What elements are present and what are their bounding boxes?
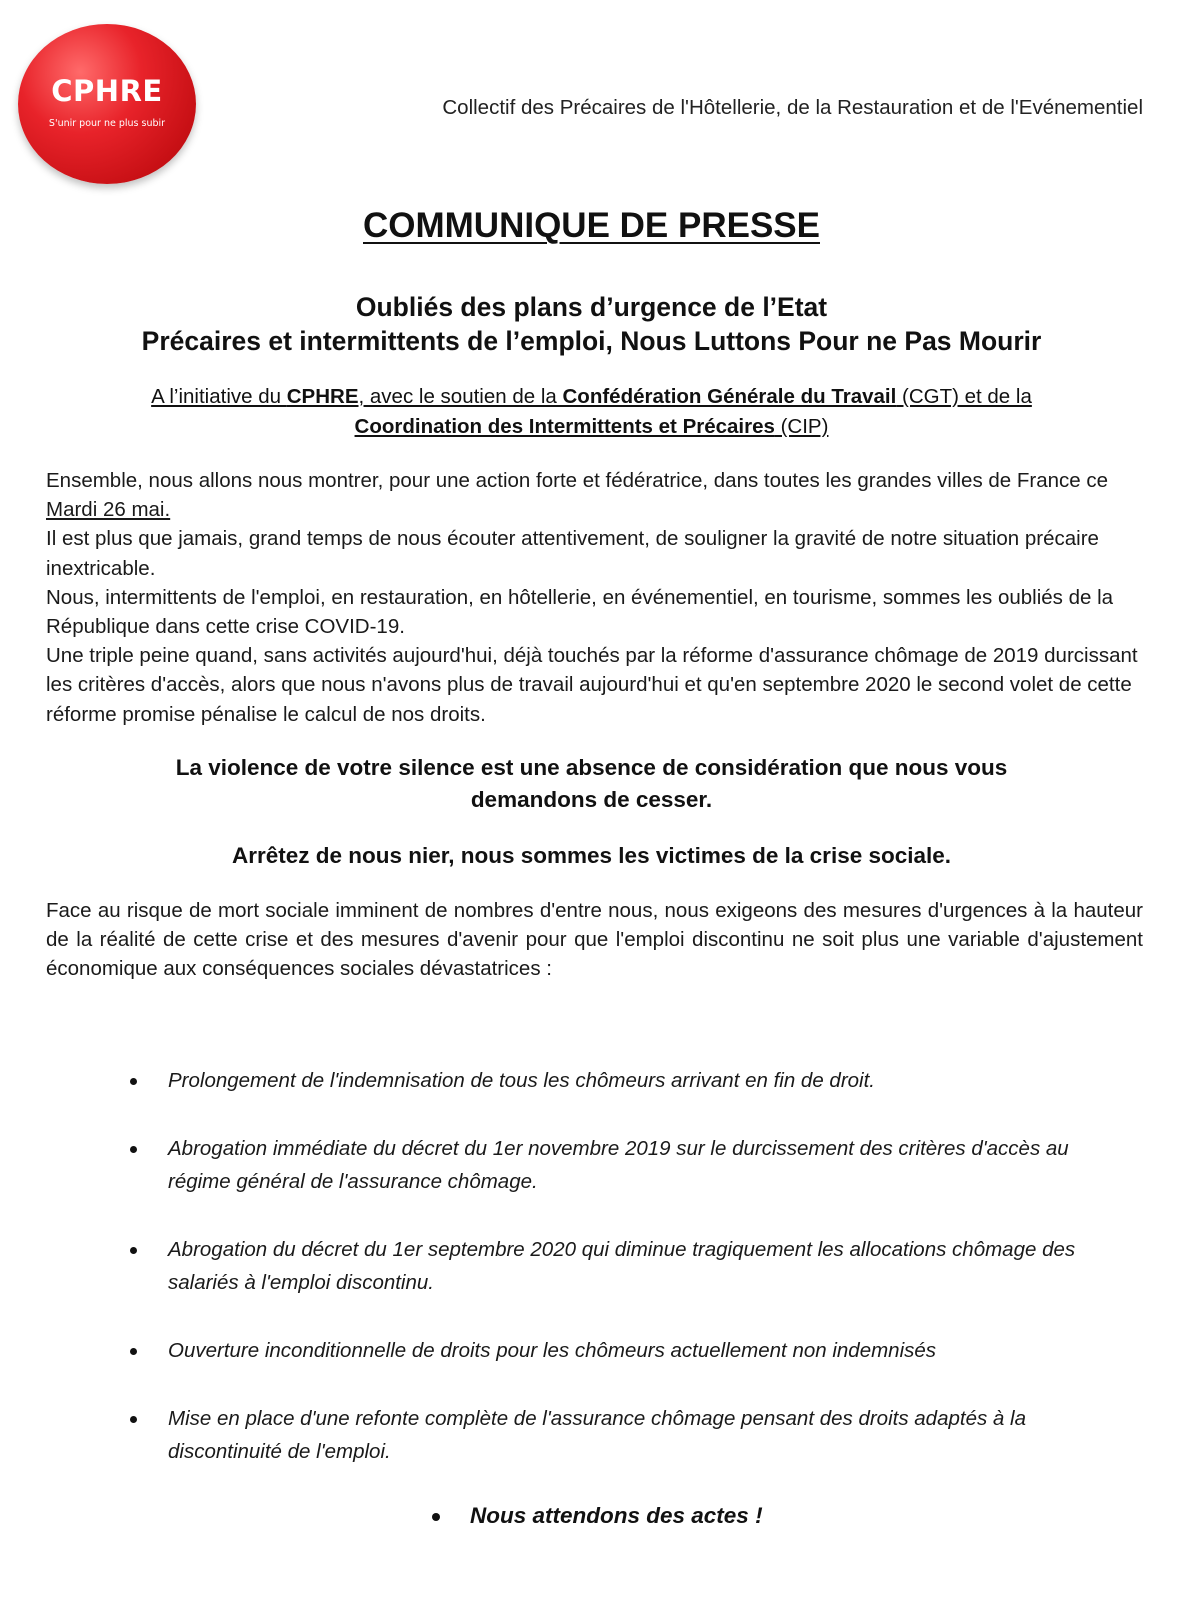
bullet-icon: [130, 1247, 137, 1254]
initiative-text-1: A l’initiative du: [151, 385, 287, 408]
initiative-org-cphre: CPHRE: [286, 385, 359, 408]
body-p1-text: Ensemble, nous allons nous montrer, pour une action forte et fédératrice, dans toutes les grandes villes de France ce: [46, 469, 1109, 492]
logo-name: CPHRE: [51, 74, 163, 108]
event-date: Mardi 26 mai.: [46, 498, 171, 522]
cphre-logo: [18, 24, 196, 184]
initiative-text-2: , avec le soutien de la: [358, 385, 563, 408]
initiative-line: [40, 382, 1143, 442]
list-item-text: Abrogation du décret du 1er septembre 2020 qui diminue tragiquement les allocations chômage des salariés à l'emploi discontinu.: [168, 1238, 1076, 1294]
bullet-icon: [130, 1416, 137, 1423]
body-paragraph-2: Il est plus que jamais, grand temps de nous écouter attentivement, de souligner la gravité de notre situation précaire inextricable.: [46, 527, 1099, 580]
emphasis-victims: Arrêtez de nous nier, nous sommes les victimes de la crise sociale.: [231, 843, 952, 868]
list-item-text: Ouverture inconditionnelle de droits pour les chômeurs actuellement non indemnisés: [168, 1339, 937, 1362]
emphasis-silence-line-2: demandons de cesser.: [470, 787, 713, 812]
list-item: [130, 1233, 1120, 1299]
body-text: [46, 466, 1146, 729]
list-item: [130, 1334, 1120, 1367]
list-item-text: Abrogation immédiate du décret du 1er novembre 2019 sur le durcissement des critères d'accès au régime général de l'assurance chômage.: [168, 1137, 1069, 1193]
initiative-text-3: (CGT) et de la: [896, 385, 1032, 408]
headline: [0, 290, 1183, 358]
bullet-icon: [130, 1078, 137, 1085]
list-item-text: Mise en place d'une refonte complète de l'assurance chômage pensant des droits adaptés à la discontinuité de l'emploi.: [168, 1407, 1026, 1463]
bullet-icon: [432, 1513, 440, 1521]
list-item-text: Prolongement de l'indemnisation de tous les chômeurs arrivant en fin de droit.: [168, 1069, 875, 1092]
list-item: [130, 1402, 1120, 1468]
logo-tagline: S'unir pour ne plus subir: [48, 118, 166, 129]
body-paragraph-1: [46, 466, 1146, 524]
document-title: [0, 206, 1183, 246]
emphasis-silence-line-1: La violence de votre silence est une absence de considération que nous vous: [175, 755, 1008, 780]
organization-name: Collectif des Précaires de l'Hôtellerie, de la Restauration et de l'Evénementiel: [442, 96, 1143, 119]
initiative-text-4: (CIP): [774, 415, 829, 438]
closing-text: Nous attendons des actes !: [470, 1503, 763, 1528]
list-item: [130, 1064, 1120, 1097]
body-paragraph-3: Nous, intermittents de l'emploi, en restauration, en hôtellerie, en événementiel, en tourisme, sommes les oubliés de la République dans cette crise COVID-19.: [46, 585, 1114, 639]
body-paragraph-4: Une triple peine quand, sans activités aujourd'hui, déjà touchés par la réforme d'assurance chômage de 2019 durcissant les critères d'accès, alors que nous n'avons plus de travail aujourd'hui et qu'en septembre 2020 le second volet de cette réforme promise pénalise le calcul de nos droits.: [46, 644, 1138, 726]
list-item: [130, 1132, 1120, 1198]
initiative-org-cgt: Confédération Générale du Travail: [562, 385, 897, 408]
closing-statement: [432, 1500, 763, 1532]
emphasis-silence: [0, 752, 1183, 816]
document-title-text: COMMUNIQUE DE PRESSE: [363, 206, 820, 245]
headline-line-1: Oubliés des plans d’urgence de l’Etat: [355, 292, 828, 322]
initiative-org-cip: Coordination des Intermittents et Précaires: [354, 415, 775, 438]
demand-intro-text: Face au risque de mort sociale imminent de nombres d'entre nous, nous exigeons des mesures d'urgences à la hauteur de la réalité de cette crise et des mesures d'avenir pour que l'emploi discontinu ne soit plus une variable d'ajustement économique aux conséquences sociales dévastatrices :: [46, 899, 1143, 981]
headline-line-2: Précaires et intermittents de l’emploi, Nous Luttons Pour ne Pas Mourir: [141, 326, 1042, 356]
demands-list: [130, 1064, 1120, 1468]
demand-intro: [46, 896, 1143, 984]
bullet-icon: [130, 1146, 137, 1153]
bullet-icon: [130, 1348, 137, 1355]
